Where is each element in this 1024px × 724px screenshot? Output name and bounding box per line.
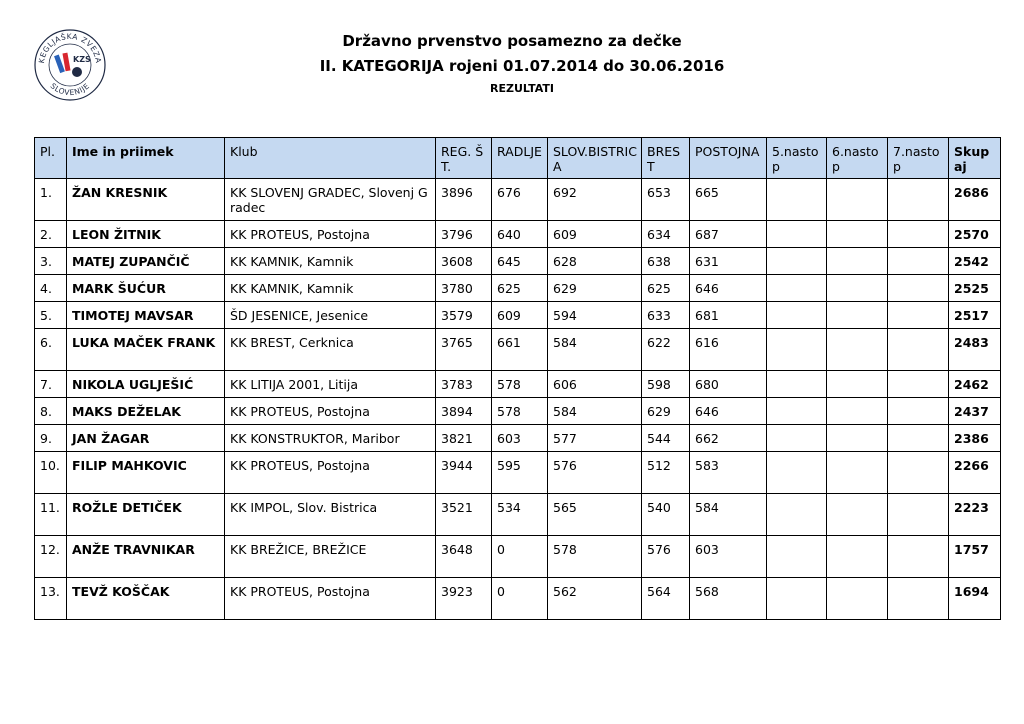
cell-slov-bistrica: 692 <box>548 179 642 221</box>
cell-slov-bistrica: 578 <box>548 536 642 578</box>
cell-place: 11. <box>35 494 67 536</box>
cell-postojna: 568 <box>690 578 767 620</box>
cell-brest: 512 <box>642 452 690 494</box>
svg-text:KEGLJAŠKA ZVEZA: KEGLJAŠKA ZVEZA <box>36 31 104 64</box>
cell-nastop-7 <box>888 329 949 371</box>
cell-slov-bistrica: 565 <box>548 494 642 536</box>
cell-club: KK SLOVENJ GRADEC, Slovenj Gradec <box>225 179 436 221</box>
cell-brest: 622 <box>642 329 690 371</box>
cell-place: 5. <box>35 302 67 329</box>
cell-slov-bistrica: 562 <box>548 578 642 620</box>
cell-radlje: 578 <box>492 398 548 425</box>
cell-nastop-7 <box>888 398 949 425</box>
cell-radlje: 603 <box>492 425 548 452</box>
cell-club: KK PROTEUS, Postojna <box>225 578 436 620</box>
cell-reg: 3923 <box>436 578 492 620</box>
cell-radlje: 534 <box>492 494 548 536</box>
cell-nastop-5 <box>767 275 827 302</box>
cell-reg: 3648 <box>436 536 492 578</box>
results-table <box>34 137 1001 620</box>
cell-club: KK LITIJA 2001, Litija <box>225 371 436 398</box>
table-row <box>35 494 1001 536</box>
cell-reg: 3796 <box>436 221 492 248</box>
cell-postojna: 583 <box>690 452 767 494</box>
cell-reg: 3579 <box>436 302 492 329</box>
col-header-postojna: POSTOJNA <box>690 138 767 179</box>
table-row <box>35 248 1001 275</box>
cell-radlje: 645 <box>492 248 548 275</box>
table-row <box>35 302 1001 329</box>
table-header-row <box>35 138 1001 179</box>
cell-club: ŠD JESENICE, Jesenice <box>225 302 436 329</box>
cell-name: JAN ŽAGAR <box>67 425 225 452</box>
col-header-reg: REG. ŠT. <box>436 138 492 179</box>
cell-club: KK KAMNIK, Kamnik <box>225 275 436 302</box>
col-header-name: Ime in priimek <box>67 138 225 179</box>
cell-postojna: 603 <box>690 536 767 578</box>
col-header-total: Skupaj <box>949 138 1001 179</box>
page-subtitle: II. KATEGORIJA rojeni 01.07.2014 do 30.06.2016 <box>319 57 725 75</box>
cell-postojna: 680 <box>690 371 767 398</box>
cell-nastop-7 <box>888 248 949 275</box>
cell-name: ŽAN KRESNIK <box>67 179 225 221</box>
cell-reg: 3765 <box>436 329 492 371</box>
cell-name: LEON ŽITNIK <box>67 221 225 248</box>
cell-nastop-5 <box>767 248 827 275</box>
cell-slov-bistrica: 576 <box>548 452 642 494</box>
cell-brest: 634 <box>642 221 690 248</box>
cell-nastop-5 <box>767 371 827 398</box>
cell-nastop-5 <box>767 398 827 425</box>
cell-nastop-5 <box>767 494 827 536</box>
cell-nastop-5 <box>767 536 827 578</box>
col-header-nastop-5: 5.nastop <box>767 138 827 179</box>
cell-nastop-6 <box>827 329 888 371</box>
cell-nastop-7 <box>888 494 949 536</box>
cell-radlje: 595 <box>492 452 548 494</box>
cell-slov-bistrica: 577 <box>548 425 642 452</box>
cell-name: MARK ŠUĆUR <box>67 275 225 302</box>
cell-nastop-5 <box>767 329 827 371</box>
cell-radlje: 640 <box>492 221 548 248</box>
cell-brest: 633 <box>642 302 690 329</box>
cell-total: 2437 <box>949 398 1001 425</box>
cell-reg: 3521 <box>436 494 492 536</box>
cell-name: MATEJ ZUPANČIČ <box>67 248 225 275</box>
cell-total: 2542 <box>949 248 1001 275</box>
cell-club: KK PROTEUS, Postojna <box>225 452 436 494</box>
table-row <box>35 221 1001 248</box>
cell-name: MAKS DEŽELAK <box>67 398 225 425</box>
cell-brest: 638 <box>642 248 690 275</box>
cell-slov-bistrica: 594 <box>548 302 642 329</box>
cell-total: 2386 <box>949 425 1001 452</box>
cell-place: 10. <box>35 452 67 494</box>
cell-radlje: 625 <box>492 275 548 302</box>
cell-postojna: 646 <box>690 275 767 302</box>
col-header-brest: BREST <box>642 138 690 179</box>
cell-brest: 598 <box>642 371 690 398</box>
cell-total: 2483 <box>949 329 1001 371</box>
cell-nastop-6 <box>827 221 888 248</box>
cell-total: 2462 <box>949 371 1001 398</box>
cell-club: KK PROTEUS, Postojna <box>225 398 436 425</box>
cell-place: 6. <box>35 329 67 371</box>
cell-place: 7. <box>35 371 67 398</box>
cell-postojna: 687 <box>690 221 767 248</box>
cell-place: 4. <box>35 275 67 302</box>
cell-nastop-7 <box>888 452 949 494</box>
cell-nastop-7 <box>888 578 949 620</box>
table-row <box>35 329 1001 371</box>
cell-radlje: 578 <box>492 371 548 398</box>
cell-club: KK IMPOL, Slov. Bistrica <box>225 494 436 536</box>
table-row <box>35 275 1001 302</box>
cell-nastop-5 <box>767 221 827 248</box>
cell-club: KK BREŽICE, BREŽICE <box>225 536 436 578</box>
cell-nastop-5 <box>767 578 827 620</box>
table-row <box>35 179 1001 221</box>
cell-nastop-6 <box>827 302 888 329</box>
table-row <box>35 398 1001 425</box>
cell-reg: 3894 <box>436 398 492 425</box>
cell-nastop-6 <box>827 452 888 494</box>
cell-slov-bistrica: 629 <box>548 275 642 302</box>
cell-nastop-7 <box>888 371 949 398</box>
cell-slov-bistrica: 606 <box>548 371 642 398</box>
col-header-nastop-7: 7.nastop <box>888 138 949 179</box>
table-row <box>35 536 1001 578</box>
cell-total: 2223 <box>949 494 1001 536</box>
cell-club: KK PROTEUS, Postojna <box>225 221 436 248</box>
cell-name: LUKA MAČEK FRANK <box>67 329 225 371</box>
cell-nastop-6 <box>827 578 888 620</box>
cell-place: 13. <box>35 578 67 620</box>
cell-nastop-5 <box>767 425 827 452</box>
cell-postojna: 631 <box>690 248 767 275</box>
cell-nastop-7 <box>888 221 949 248</box>
cell-place: 12. <box>35 536 67 578</box>
cell-nastop-6 <box>827 494 888 536</box>
cell-brest: 544 <box>642 425 690 452</box>
cell-nastop-6 <box>827 398 888 425</box>
cell-total: 2686 <box>949 179 1001 221</box>
svg-text:SLOVENIJE: SLOVENIJE <box>48 81 92 98</box>
cell-nastop-7 <box>888 425 949 452</box>
cell-club: KK KAMNIK, Kamnik <box>225 248 436 275</box>
cell-postojna: 662 <box>690 425 767 452</box>
cell-name: ROŽLE DETIČEK <box>67 494 225 536</box>
col-header-nastop-6: 6.nastop <box>827 138 888 179</box>
cell-nastop-7 <box>888 275 949 302</box>
cell-brest: 629 <box>642 398 690 425</box>
cell-radlje: 661 <box>492 329 548 371</box>
cell-name: ANŽE TRAVNIKAR <box>67 536 225 578</box>
col-header-club: Klub <box>225 138 436 179</box>
cell-nastop-6 <box>827 179 888 221</box>
cell-brest: 653 <box>642 179 690 221</box>
cell-reg: 3944 <box>436 452 492 494</box>
cell-postojna: 681 <box>690 302 767 329</box>
col-header-radlje: RADLJE <box>492 138 548 179</box>
cell-total: 2266 <box>949 452 1001 494</box>
cell-postojna: 584 <box>690 494 767 536</box>
cell-brest: 576 <box>642 536 690 578</box>
cell-place: 2. <box>35 221 67 248</box>
cell-reg: 3783 <box>436 371 492 398</box>
col-header-place: Pl. <box>35 138 67 179</box>
cell-name: NIKOLA UGLJEŠIĆ <box>67 371 225 398</box>
cell-nastop-5 <box>767 452 827 494</box>
cell-nastop-5 <box>767 302 827 329</box>
cell-slov-bistrica: 609 <box>548 221 642 248</box>
svg-text:KZS: KZS <box>73 55 91 64</box>
cell-slov-bistrica: 628 <box>548 248 642 275</box>
page-title: Državno prvenstvo posamezno za dečke <box>342 32 682 50</box>
cell-radlje: 0 <box>492 536 548 578</box>
cell-total: 1757 <box>949 536 1001 578</box>
cell-radlje: 676 <box>492 179 548 221</box>
cell-nastop-6 <box>827 536 888 578</box>
section-heading: REZULTATI <box>490 82 554 95</box>
table-row <box>35 452 1001 494</box>
cell-club: KK KONSTRUKTOR, Maribor <box>225 425 436 452</box>
cell-name: FILIP MAHKOVIC <box>67 452 225 494</box>
cell-total: 2570 <box>949 221 1001 248</box>
cell-postojna: 665 <box>690 179 767 221</box>
table-row <box>35 371 1001 398</box>
cell-radlje: 0 <box>492 578 548 620</box>
cell-reg: 3608 <box>436 248 492 275</box>
cell-nastop-6 <box>827 371 888 398</box>
cell-slov-bistrica: 584 <box>548 329 642 371</box>
cell-brest: 540 <box>642 494 690 536</box>
cell-postojna: 616 <box>690 329 767 371</box>
cell-nastop-6 <box>827 248 888 275</box>
table-row <box>35 425 1001 452</box>
cell-reg: 3780 <box>436 275 492 302</box>
cell-nastop-6 <box>827 275 888 302</box>
cell-total: 2525 <box>949 275 1001 302</box>
cell-place: 8. <box>35 398 67 425</box>
col-header-slov-bistrica: SLOV.BISTRICA <box>548 138 642 179</box>
cell-slov-bistrica: 584 <box>548 398 642 425</box>
cell-postojna: 646 <box>690 398 767 425</box>
cell-name: TIMOTEJ MAVSAR <box>67 302 225 329</box>
cell-nastop-7 <box>888 302 949 329</box>
cell-place: 1. <box>35 179 67 221</box>
cell-nastop-7 <box>888 179 949 221</box>
cell-nastop-5 <box>767 179 827 221</box>
cell-nastop-7 <box>888 536 949 578</box>
cell-brest: 625 <box>642 275 690 302</box>
cell-total: 2517 <box>949 302 1001 329</box>
cell-reg: 3896 <box>436 179 492 221</box>
cell-nastop-6 <box>827 425 888 452</box>
cell-total: 1694 <box>949 578 1001 620</box>
cell-reg: 3821 <box>436 425 492 452</box>
cell-brest: 564 <box>642 578 690 620</box>
cell-radlje: 609 <box>492 302 548 329</box>
cell-club: KK BREST, Cerknica <box>225 329 436 371</box>
cell-name: TEVŽ KOŠČAK <box>67 578 225 620</box>
table-row <box>35 578 1001 620</box>
cell-place: 9. <box>35 425 67 452</box>
cell-place: 3. <box>35 248 67 275</box>
